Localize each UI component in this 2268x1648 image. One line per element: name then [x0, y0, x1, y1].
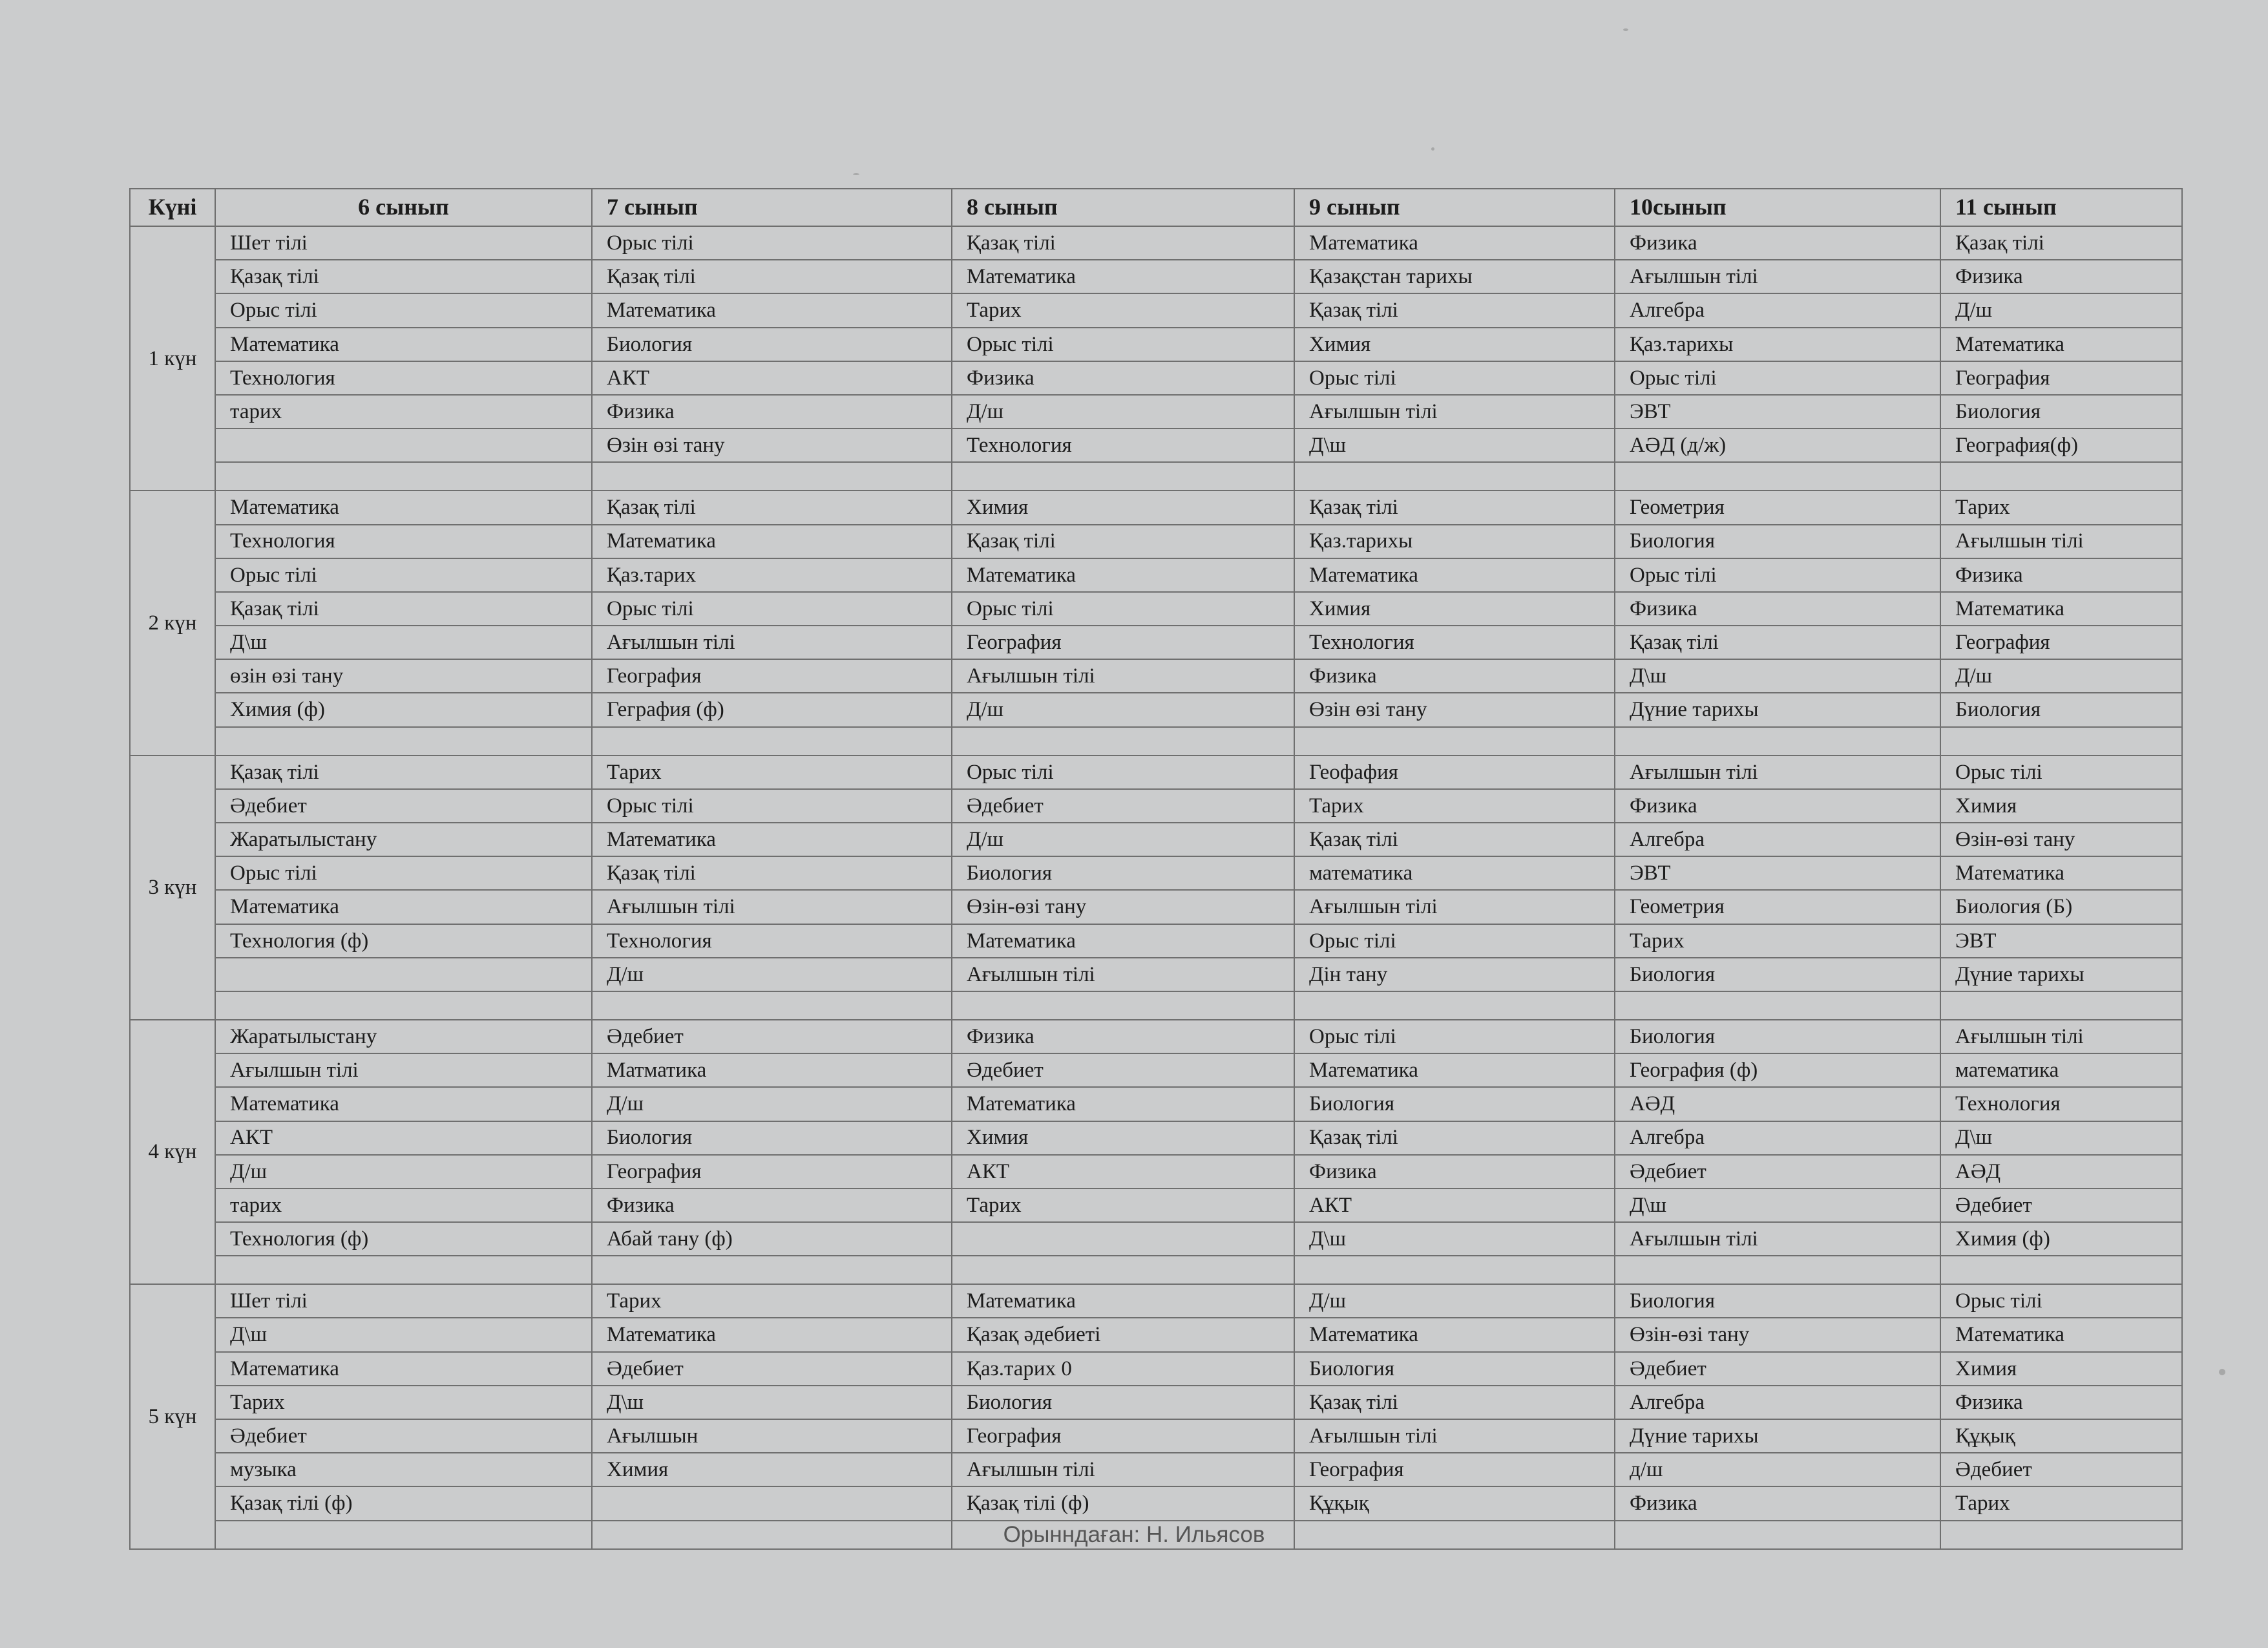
subject-cell: Қаз.тарихы [1294, 525, 1615, 558]
subject-cell: Биология [1615, 1284, 1940, 1318]
subject-cell: ЭВТ [1615, 856, 1940, 890]
subject-cell: Қазақ тілі [592, 260, 952, 293]
subject-cell: Орыс тілі [215, 558, 592, 592]
empty-cell [1940, 727, 2182, 755]
subject-cell: Биология [1294, 1087, 1615, 1121]
subject-cell: Матматика [592, 1053, 952, 1087]
subject-cell: Алгебра [1615, 1386, 1940, 1419]
empty-cell [1940, 1256, 2182, 1284]
subject-cell: Д/ш [215, 1155, 592, 1188]
lesson-row [130, 226, 2182, 260]
subject-cell: Әдебиет [215, 1419, 592, 1453]
subject-cell: музыка [215, 1453, 592, 1486]
subject-cell: Орыс тілі [592, 226, 952, 260]
lesson-row [130, 1419, 2182, 1453]
subject-cell: Тарих [952, 1188, 1294, 1222]
subject-cell: Қазақ тілі (ф) [952, 1486, 1294, 1520]
subject-cell: Биология [592, 328, 952, 361]
subject-cell: Химия [1940, 789, 2182, 823]
header-grade-10: 10сынып [1615, 189, 1940, 226]
subject-cell: өзін өзі тану [215, 659, 592, 693]
lesson-row [130, 1318, 2182, 1351]
lesson-row [130, 659, 2182, 693]
subject-cell: Биология [1940, 395, 2182, 428]
subject-cell: Орыс тілі [1940, 1284, 2182, 1318]
empty-cell [1294, 991, 1615, 1020]
subject-cell: География [592, 659, 952, 693]
subject-cell: Ағылшын тілі [1615, 260, 1940, 293]
subject-cell: Технология [592, 924, 952, 958]
subject-cell: д/ш [1615, 1453, 1940, 1486]
subject-cell: География (ф) [1615, 1053, 1940, 1087]
subject-cell: АӘД (д/ж) [1615, 428, 1940, 462]
subject-cell: Математика [1940, 592, 2182, 626]
subject-cell: Ағылшын [592, 1419, 952, 1453]
lesson-row [130, 328, 2182, 361]
subject-cell: Дін тану [1294, 958, 1615, 991]
subject-cell: Химия (ф) [1940, 1222, 2182, 1256]
subject-cell: Әдебиет [952, 789, 1294, 823]
subject-cell: Ағылшын тілі [592, 626, 952, 659]
subject-cell: Қазақ тілі [1940, 226, 2182, 260]
empty-cell [215, 462, 592, 491]
subject-cell: Математика [592, 525, 952, 558]
subject-cell: Биология [1294, 1352, 1615, 1386]
empty-cell [1294, 462, 1615, 491]
subject-cell: Химия [952, 1121, 1294, 1155]
subject-cell: Құқық [1940, 1419, 2182, 1453]
header-grade-8: 8 сынып [952, 189, 1294, 226]
empty-cell [1940, 462, 2182, 491]
lesson-row [130, 1453, 2182, 1486]
lesson-row [130, 1053, 2182, 1087]
spacer-row [130, 727, 2182, 755]
subject-cell: Әдебиет [952, 1053, 1294, 1087]
subject-cell: Физика [1294, 659, 1615, 693]
subject-cell: Физика [1615, 789, 1940, 823]
subject-cell: Қазақ тілі [1294, 491, 1615, 524]
header-grade-9: 9 сынып [1294, 189, 1615, 226]
subject-cell: Д/ш [1940, 293, 2182, 327]
subject-cell: Ағылшын тілі [1940, 1020, 2182, 1053]
subject-cell: Физика [1294, 1155, 1615, 1188]
subject-cell: ЭВТ [1615, 395, 1940, 428]
subject-cell: Өзін-өзі тану [1615, 1318, 1940, 1351]
subject-cell: Математика [1940, 328, 2182, 361]
empty-cell [592, 727, 952, 755]
lesson-row [130, 1386, 2182, 1419]
lesson-row [130, 626, 2182, 659]
subject-cell: АКТ [1294, 1188, 1615, 1222]
subject-cell: Өзін өзі тану [1294, 693, 1615, 726]
subject-cell: ЭВТ [1940, 924, 2182, 958]
subject-cell: Д/ш [952, 395, 1294, 428]
lesson-row [130, 823, 2182, 856]
subject-cell: Химия [1940, 1352, 2182, 1386]
subject-cell: Қазақ тілі [1615, 626, 1940, 659]
weekly-timetable [129, 188, 2183, 1550]
subject-cell: Д\ш [1940, 1121, 2182, 1155]
subject-cell: Физика [1940, 558, 2182, 592]
subject-cell: Технология [215, 525, 592, 558]
empty-cell [1615, 991, 1940, 1020]
subject-cell: Тарих [592, 1284, 952, 1318]
empty-cell [952, 727, 1294, 755]
lesson-row [130, 1020, 2182, 1053]
subject-cell: Орыс тілі [592, 592, 952, 626]
subject-cell: Орыс тілі [952, 328, 1294, 361]
subject-cell: Химия [1294, 592, 1615, 626]
empty-cell [952, 1256, 1294, 1284]
subject-cell: Физика [1940, 260, 2182, 293]
subject-cell: Математика [1940, 856, 2182, 890]
subject-cell [592, 1486, 952, 1520]
lesson-row [130, 1121, 2182, 1155]
subject-cell: Биология [1615, 958, 1940, 991]
subject-cell: АКТ [215, 1121, 592, 1155]
subject-cell: Ағылшын тілі [1615, 1222, 1940, 1256]
subject-cell: Әдебиет [592, 1352, 952, 1386]
lesson-row [130, 558, 2182, 592]
subject-cell: Физика [1940, 1386, 2182, 1419]
subject-cell: Дүние тарихы [1940, 958, 2182, 991]
subject-cell: Ағылшын тілі [1294, 890, 1615, 924]
subject-cell: Қазақ тілі [1294, 293, 1615, 327]
lesson-row [130, 1284, 2182, 1318]
subject-cell: Математика [215, 491, 592, 524]
header-row [130, 189, 2182, 226]
subject-cell: Математика [1940, 1318, 2182, 1351]
subject-cell: Д\ш [1294, 1222, 1615, 1256]
lesson-row [130, 856, 2182, 890]
subject-cell: Қазақ тілі [1294, 1121, 1615, 1155]
empty-cell [215, 727, 592, 755]
subject-cell: тарих [215, 395, 592, 428]
lesson-row [130, 693, 2182, 726]
subject-cell: Математика [592, 823, 952, 856]
subject-cell: Биология [592, 1121, 952, 1155]
header-grade-7: 7 сынып [592, 189, 952, 226]
subject-cell: Орыс тілі [1294, 924, 1615, 958]
subject-cell: Тарих [1940, 491, 2182, 524]
lesson-row [130, 293, 2182, 327]
header-grade-11: 11 сынып [1940, 189, 2182, 226]
scan-speck [1431, 147, 1434, 151]
subject-cell: Д\ш [215, 626, 592, 659]
subject-cell: Д/ш [1940, 659, 2182, 693]
header-grade-6: 6 сынып [215, 189, 592, 226]
subject-cell: Қазақ тілі [592, 491, 952, 524]
lesson-row [130, 260, 2182, 293]
subject-cell: Физика [592, 395, 952, 428]
subject-cell: Д/ш [592, 958, 952, 991]
subject-cell: Қазақ тілі (ф) [215, 1486, 592, 1520]
subject-cell: АӘД [1940, 1155, 2182, 1188]
subject-cell: Қазақ тілі [1294, 1386, 1615, 1419]
subject-cell: Д\ш [1294, 428, 1615, 462]
subject-cell: Дүние тарихы [1615, 1419, 1940, 1453]
subject-cell: Математика [1294, 558, 1615, 592]
lesson-row [130, 361, 2182, 395]
lesson-row [130, 1087, 2182, 1121]
subject-cell: География [1940, 626, 2182, 659]
subject-cell: Геграфия (ф) [592, 693, 952, 726]
empty-cell [1615, 462, 1940, 491]
subject-cell: Биология [1940, 693, 2182, 726]
subject-cell: Ағылшын тілі [1294, 1419, 1615, 1453]
subject-cell: Математика [1294, 1053, 1615, 1087]
subject-cell: Қазақ тілі [952, 226, 1294, 260]
subject-cell: Химия [952, 491, 1294, 524]
spacer-row [130, 1256, 2182, 1284]
subject-cell: математика [1294, 856, 1615, 890]
subject-cell: Технология [215, 361, 592, 395]
lesson-row [130, 1352, 2182, 1386]
lesson-row [130, 395, 2182, 428]
subject-cell: Физика [1615, 226, 1940, 260]
subject-cell: Өзін-өзі тану [1940, 823, 2182, 856]
subject-cell: Әдебиет [1940, 1188, 2182, 1222]
empty-cell [592, 462, 952, 491]
lesson-row [130, 1222, 2182, 1256]
subject-cell: Ағылшын тілі [1294, 395, 1615, 428]
timetable-body [130, 226, 2182, 1549]
subject-cell: Математика [1294, 226, 1615, 260]
subject-cell: Ағылшын тілі [952, 958, 1294, 991]
subject-cell: Д/ш [952, 823, 1294, 856]
empty-cell [1940, 991, 2182, 1020]
subject-cell: Орыс тілі [1615, 558, 1940, 592]
subject-cell: Д/ш [1294, 1284, 1615, 1318]
subject-cell: Биология [1615, 525, 1940, 558]
subject-cell: География [592, 1155, 952, 1188]
subject-cell [215, 958, 592, 991]
subject-cell: Ағылшын тілі [1615, 755, 1940, 789]
subject-cell: Тарих [592, 755, 952, 789]
subject-cell [215, 428, 592, 462]
day-label: 1 күн [130, 226, 215, 491]
subject-cell: География [952, 1419, 1294, 1453]
subject-cell: Орыс тілі [592, 789, 952, 823]
subject-cell: Қазақ әдебиеті [952, 1318, 1294, 1351]
subject-cell: Математика [592, 293, 952, 327]
subject-cell: Қазақ тілі [592, 856, 952, 890]
subject-cell: Ағылшын тілі [592, 890, 952, 924]
subject-cell: Алгебра [1615, 1121, 1940, 1155]
lesson-row [130, 789, 2182, 823]
subject-cell: Тарих [1940, 1486, 2182, 1520]
lesson-row [130, 592, 2182, 626]
empty-cell [592, 1256, 952, 1284]
day-label: 4 күн [130, 1020, 215, 1284]
subject-cell: Әдебиет [1615, 1352, 1940, 1386]
subject-cell: Д/ш [592, 1087, 952, 1121]
subject-cell: Орыс тілі [1615, 361, 1940, 395]
empty-cell [215, 1256, 592, 1284]
subject-cell: Жаратылыстану [215, 1020, 592, 1053]
lesson-row [130, 525, 2182, 558]
lesson-row [130, 958, 2182, 991]
lesson-row [130, 1155, 2182, 1188]
subject-cell: Ағылшын тілі [952, 1453, 1294, 1486]
empty-cell [1615, 727, 1940, 755]
empty-cell [1294, 1256, 1615, 1284]
subject-cell: Ағылшын тілі [215, 1053, 592, 1087]
lesson-row [130, 924, 2182, 958]
lesson-row [130, 755, 2182, 789]
subject-cell: математика [1940, 1053, 2182, 1087]
lesson-row [130, 890, 2182, 924]
subject-cell: Қаз.тарих 0 [952, 1352, 1294, 1386]
subject-cell: Физика [952, 1020, 1294, 1053]
subject-cell: Химия [1294, 328, 1615, 361]
subject-cell: Шет тілі [215, 1284, 592, 1318]
subject-cell: Орыс тілі [952, 755, 1294, 789]
subject-cell: Физика [1615, 592, 1940, 626]
subject-cell: Биология [952, 1386, 1294, 1419]
subject-cell: Тарих [952, 293, 1294, 327]
subject-cell: Құқық [1294, 1486, 1615, 1520]
subject-cell: Дүние тарихы [1615, 693, 1940, 726]
subject-cell: Химия [592, 1453, 952, 1486]
subject-cell: Физика [592, 1188, 952, 1222]
subject-cell: Математика [952, 1284, 1294, 1318]
subject-cell: Биология [1615, 1020, 1940, 1053]
subject-cell: Биология [952, 856, 1294, 890]
subject-cell: Қаз.тарихы [1615, 328, 1940, 361]
subject-cell: Математика [952, 1087, 1294, 1121]
subject-cell: Жаратылыстану [215, 823, 592, 856]
subject-cell: АКТ [592, 361, 952, 395]
subject-cell: Математика [952, 260, 1294, 293]
spacer-row [130, 462, 2182, 491]
subject-cell: Қаз.тарих [592, 558, 952, 592]
subject-cell: География [1294, 1453, 1615, 1486]
subject-cell: Биология (Б) [1940, 890, 2182, 924]
subject-cell: География [1940, 361, 2182, 395]
subject-cell: Технология [1940, 1087, 2182, 1121]
subject-cell: Орыс тілі [1940, 755, 2182, 789]
subject-cell: Шет тілі [215, 226, 592, 260]
subject-cell: Физика [1615, 1486, 1940, 1520]
subject-cell: Әдебиет [215, 789, 592, 823]
subject-cell: Д\ш [215, 1318, 592, 1351]
footer-signature: Орынндаған: Н. Ильясов [1003, 1522, 1265, 1547]
scan-speck [1623, 28, 1628, 31]
subject-cell: Қазақ тілі [1294, 823, 1615, 856]
subject-cell: Тарих [1294, 789, 1615, 823]
subject-cell: Д\ш [592, 1386, 952, 1419]
subject-cell: Геофафия [1294, 755, 1615, 789]
empty-cell [952, 991, 1294, 1020]
subject-cell: Математика [592, 1318, 952, 1351]
subject-cell: Тарих [215, 1386, 592, 1419]
subject-cell [952, 1222, 1294, 1256]
subject-cell: Алгебра [1615, 823, 1940, 856]
subject-cell: Әдебиет [592, 1020, 952, 1053]
subject-cell: Әдебиет [1615, 1155, 1940, 1188]
subject-cell: Математика [1294, 1318, 1615, 1351]
subject-cell: АӘД [1615, 1087, 1940, 1121]
lesson-row [130, 491, 2182, 524]
subject-cell: География [952, 626, 1294, 659]
empty-cell [952, 462, 1294, 491]
lesson-row [130, 1486, 2182, 1520]
empty-cell [1615, 1256, 1940, 1284]
subject-cell: Геометрия [1615, 890, 1940, 924]
subject-cell: Ағылшын тілі [1940, 525, 2182, 558]
subject-cell: Орыс тілі [215, 293, 592, 327]
subject-cell: Математика [215, 1352, 592, 1386]
lesson-row [130, 1188, 2182, 1222]
empty-cell [1294, 727, 1615, 755]
subject-cell: АКТ [952, 1155, 1294, 1188]
subject-cell: Д\ш [1615, 659, 1940, 693]
subject-cell: География(ф) [1940, 428, 2182, 462]
day-label: 2 күн [130, 491, 215, 755]
subject-cell: Технология [952, 428, 1294, 462]
subject-cell: Химия (ф) [215, 693, 592, 726]
subject-cell: Қазақ тілі [952, 525, 1294, 558]
empty-cell [592, 991, 952, 1020]
scan-speck [853, 173, 859, 175]
subject-cell: Математика [952, 924, 1294, 958]
subject-cell: Тарих [1615, 924, 1940, 958]
subject-cell: Технология (ф) [215, 924, 592, 958]
subject-cell: Қазақ тілі [215, 755, 592, 789]
day-label: 5 күн [130, 1284, 215, 1548]
subject-cell: Әдебиет [1940, 1453, 2182, 1486]
empty-cell [215, 991, 592, 1020]
header-day: Күні [130, 189, 215, 226]
subject-cell: Математика [952, 558, 1294, 592]
spacer-row [130, 991, 2182, 1020]
subject-cell: Орыс тілі [1294, 361, 1615, 395]
subject-cell: Технология [1294, 626, 1615, 659]
scan-speck [2219, 1369, 2225, 1375]
subject-cell: Математика [215, 1087, 592, 1121]
subject-cell: Геометрия [1615, 491, 1940, 524]
subject-cell: Алгебра [1615, 293, 1940, 327]
subject-cell: Математика [215, 890, 592, 924]
subject-cell: Қазақ тілі [215, 592, 592, 626]
subject-cell: Қазақ тілі [215, 260, 592, 293]
subject-cell: Орыс тілі [952, 592, 1294, 626]
subject-cell: Орыс тілі [215, 856, 592, 890]
lesson-row [130, 428, 2182, 462]
subject-cell: Математика [215, 328, 592, 361]
subject-cell: Абай тану (ф) [592, 1222, 952, 1256]
subject-cell: Өзін-өзі тану [952, 890, 1294, 924]
subject-cell: Қазақстан тарихы [1294, 260, 1615, 293]
subject-cell: Д/ш [952, 693, 1294, 726]
day-label: 3 күн [130, 755, 215, 1020]
subject-cell: Өзін өзі тану [592, 428, 952, 462]
subject-cell: Физика [952, 361, 1294, 395]
subject-cell: Д\ш [1615, 1188, 1940, 1222]
subject-cell: Технология (ф) [215, 1222, 592, 1256]
subject-cell: тарих [215, 1188, 592, 1222]
subject-cell: Орыс тілі [1294, 1020, 1615, 1053]
subject-cell: Ағылшын тілі [952, 659, 1294, 693]
